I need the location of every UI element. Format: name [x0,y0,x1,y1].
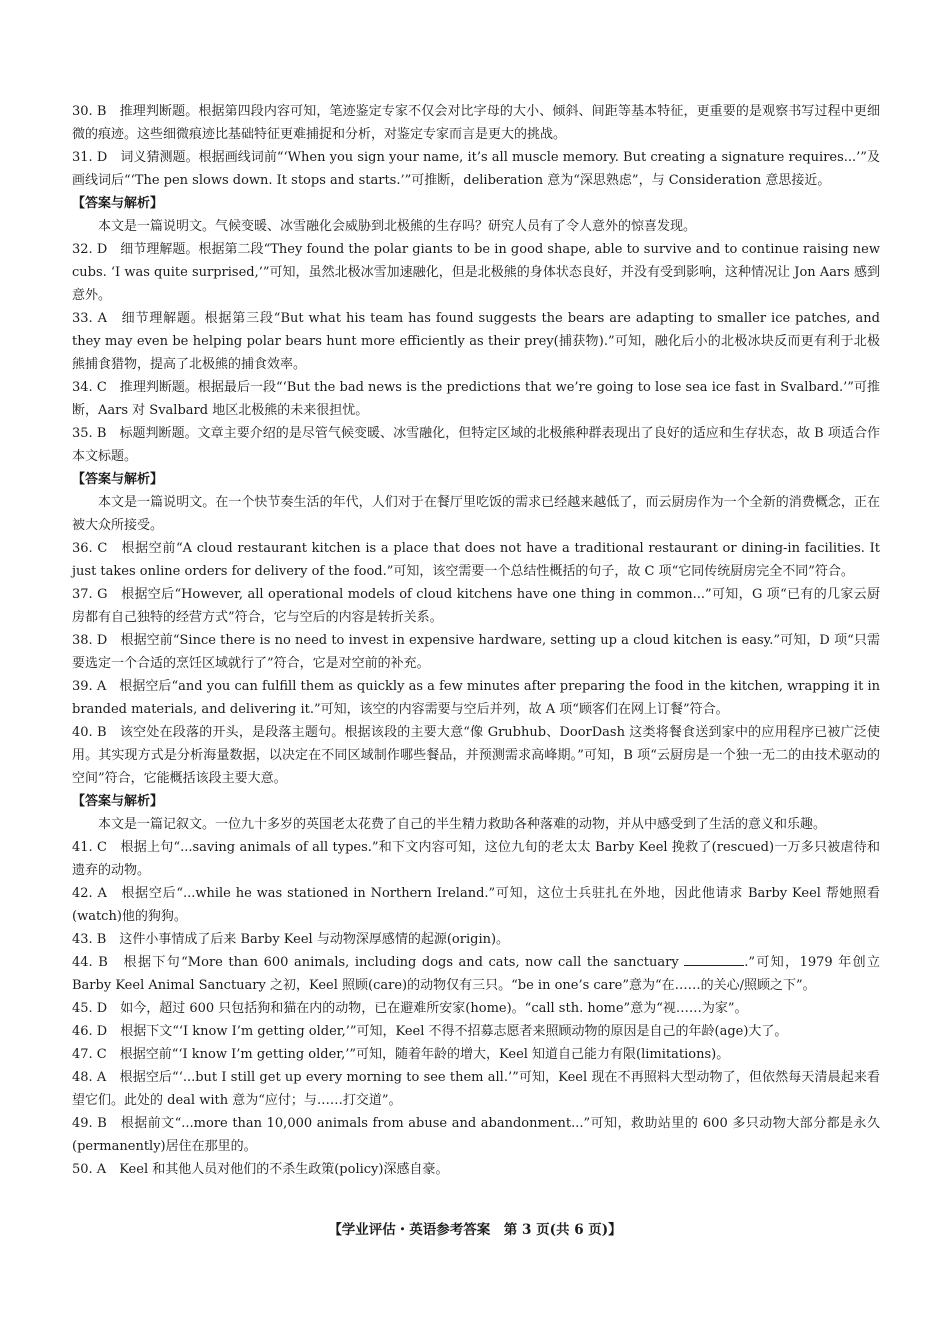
answer-q42: 42. A 根据空后“...while he was stationed in Northern Ireland.”可知，这位士兵驻扎在外地，因此他请求 Barby Keel 帮她照看(watch)他的狗狗。 [72,886,880,924]
answer-q46: 46. D 根据下文“‘I know I’m getting older,’”可知，Keel 不得不招募志愿者来照顾动物的原因是自己的年龄(age)大了。 [72,1024,788,1039]
section-intro-3: 本文是一篇说明文。在一个快节奏生活的年代，人们对于在餐厅里吃饭的需求已经越来越低了，而云厨房作为一个全新的消费概念，正在被大众所接受。 [72,495,880,533]
answer-q37: 37. G 根据空后“However, all operational models of cloud kitchens have one thing in common...”可知，G 项“已有的几家云厨房都有自己独特的经营方式”符合，它与空后的内容是转折关系。 [72,587,880,625]
answer-q44 [72,951,880,997]
answer-q31: 31. D 词义猜测题。根据画线词前“‘When you sign your name, it’s all muscle memory. But creating a signature requires...’”及画线词后“‘The pen slows down. It stops and starts.’”可推断，deliberation 意为“深思熟虑”，与 Consideration 意思接近。 [72,150,880,188]
answer-q49: 49. B 根据前文“...more than 10,000 animals from abuse and abandonment...”可知，救助站里的 600 多只动物大部分都是永久(permanently)居住在那里的。 [72,1116,880,1154]
answer-q43: 43. B 这件小事情成了后来 Barby Keel 与动物深厚感情的起源(origin)。 [72,932,510,947]
answer-q38: 38. D 根据空前“Since there is no need to invest in expensive hardware, setting up a cloud kitchen is easy.”可知，D 项“只需要选定一个合适的烹饪区域就行了”符合，它是对空前的补充。 [72,633,880,671]
answer-q40: 40. B 该空处在段落的开头，是段落主题句。根据该段的主要大意“像 Grubhub、DoorDash 这类将餐食送到家中的应用程序已被广泛使用。其实现方式是分析海量数据，以决定在不同区域制作哪些餐品，并预测需求高峰期。”可知，B 项“云厨房是一个独一无二的由技术驱动的空间”符合，它能概括该段主要大意。 [72,725,880,786]
answer-q30: 30. B 推理判断题。根据第四段内容可知，笔迹鉴定专家不仅会对比字母的大小、倾斜、间距等基本特征，更重要的是观察书写过程中更细微的痕迹。这些细微痕迹比基础特征更难捕捉和分析，对鉴定专家而言是更大的挑战。 [72,104,880,142]
answer-q34: 34. C 推理判断题。根据最后一段“‘But the bad news is the predictions that we’re going to lose sea ice fast in Svalbard.’”可推断，Aars 对 Svalbard 地区北极熊的未来很担忧。 [72,380,880,418]
section-intro-4: 本文是一篇记叙文。一位九十多岁的英国老太花费了自己的半生精力救助各种落难的动物，并从中感受到了生活的意义和乐趣。 [98,817,827,832]
answer-q33: 33. A 细节理解题。根据第三段“But what his team has found suggests the bears are adapting to smaller ice patches, and they may even be helping polar bears hunt more efficiently as their prey(捕获物).”可知，融化后小的北极冰块反而更有利于北极熊捕食猎物，提高了北极熊的捕食效率。 [72,311,880,372]
answer-q41: 41. C 根据上句“...saving animals of all types.”和下文内容可知，这位九旬的老太太 Barby Keel 挽救了(rescued)一万多只被虐待和遗弃的动物。 [72,840,880,878]
answer-q48: 48. A 根据空后“‘...but I still get up every morning to see them all.’”可知，Keel 现在不再照料大型动物了，但依然每天清晨起来看望它们。此处的 deal with 意为“应付；与……打交道”。 [72,1070,880,1108]
answer-q36: 36. C 根据空前“A cloud restaurant kitchen is a place that does not have a traditional restaurant or dining-in facilities. It just takes online orders for delivery of the food.”可知，该空需要一个总结性概括的句子，故 C 项“它同传统厨房完全不同”符合。 [72,541,880,579]
answer-q44-part2: .”可知，1979 年创立 Barby Keel Animal Sanctuary 之初，Keel 照顾(care)的动物仅有三只。“be in one’s care”意为“在……的关心/照顾之下”。 [72,955,880,993]
answer-q44-part1: 44. B 根据下句“More than 600 animals, including dogs and cats, now call the sanctuary [72,955,685,970]
section-heading-2: 【答案与解析】 [72,196,164,211]
answer-q39: 39. A 根据空后“and you can fulfill them as quickly as a few minutes after preparing the food in the kitchen, wrapping it in branded materials, and delivering it.”可知，该空的内容需要与空后并列，故 A 项“顾客们在网上订餐”符合。 [72,679,880,717]
answer-q45: 45. D 如今，超过 600 只包括狗和猫在内的动物，已在避难所安家(home)。“call sth. home”意为“视……为家”。 [72,1001,748,1016]
section-heading-4: 【答案与解析】 [72,794,164,809]
page-footer: 【学业评估・英语参考答案 第 3 页(共 6 页)】 [328,1222,622,1238]
answer-q32: 32. D 细节理解题。根据第二段“They found the polar giants to be in good shape, able to survive and to continue raising new cubs. ‘I was quite surprised,’”可知，虽然北极冰雪加速融化，但是北极熊的身体状态良好，并没有受到影响，这种情况让 Jon Aars 感到意外。 [72,242,880,303]
section-heading-3: 【答案与解析】 [72,472,164,487]
answer-q47: 47. C 根据空前“‘I know I’m getting older,’”可知，随着年龄的增大，Keel 知道自己能力有限(limitations)。 [72,1047,730,1062]
answer-q35: 35. B 标题判断题。文章主要介绍的是尽管气候变暖、冰雪融化，但特定区域的北极熊种群表现出了良好的适应和生存状态，故 B 项适合作本文标题。 [72,426,880,464]
answer-q50: 50. A Keel 和其他人员对他们的不杀生政策(policy)深感自豪。 [72,1162,449,1177]
fill-in-blank [684,953,744,966]
section-intro-2: 本文是一篇说明文。气候变暖、冰雪融化会威胁到北极熊的生存吗？研究人员有了令人意外的惊喜发现。 [98,219,697,234]
